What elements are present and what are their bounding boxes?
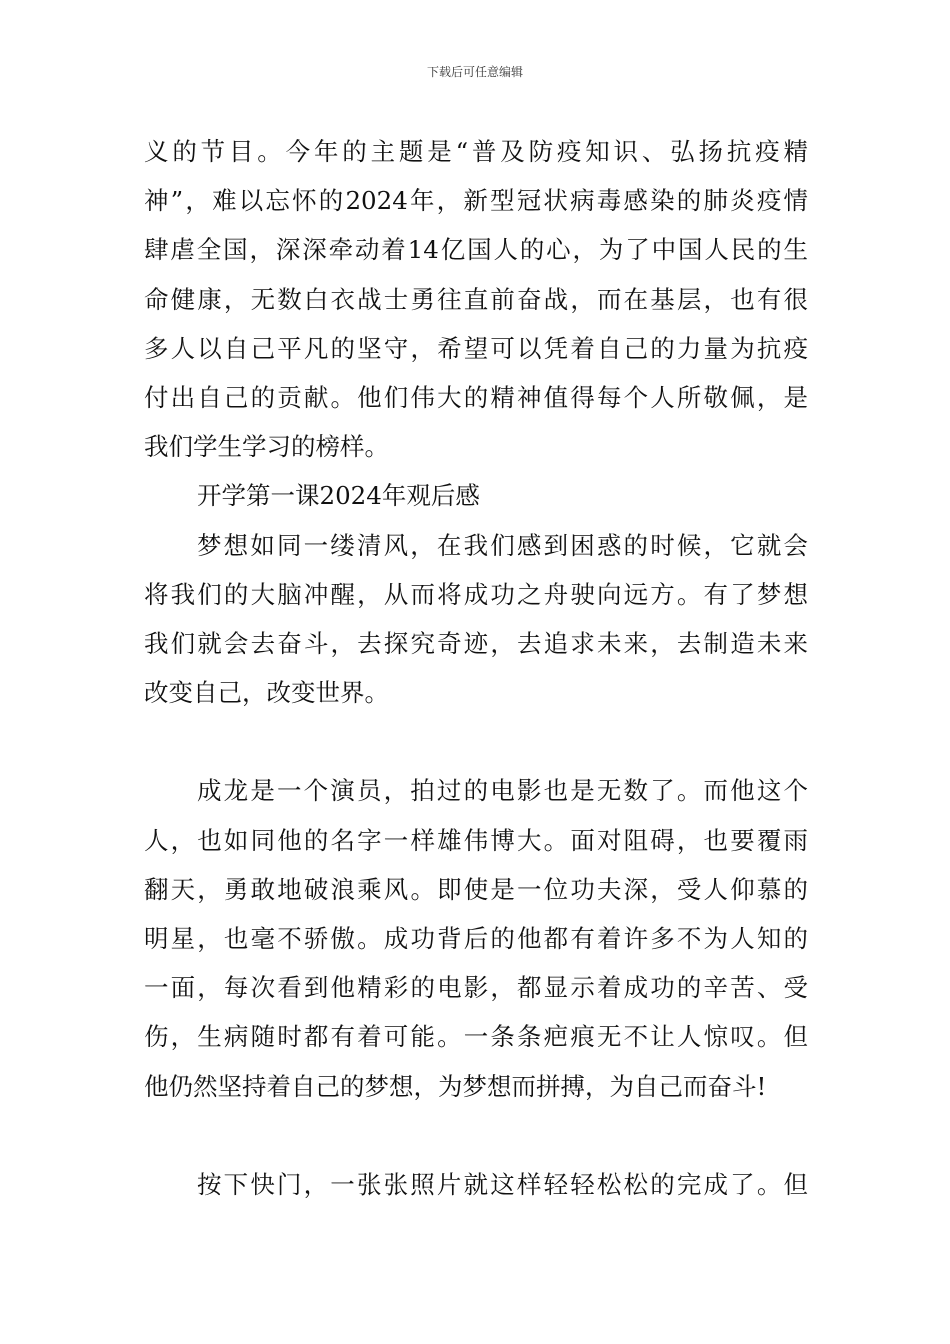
text-line: 一面，每次看到他精彩的电影，都显示着成功的辛苦、受	[144, 973, 808, 1003]
text-line: 义的节目。今年的主题是“普及防疫知识、弘扬抗疫精	[144, 137, 808, 166]
text-line: 我们学生学习的榜样。	[144, 432, 389, 462]
blank-line	[144, 717, 808, 766]
page-header-note: 下载后可任意编辑	[426, 65, 523, 79]
text-line: 付出自己的贡献。他们伟大的精神值得每个人所敬佩，是	[144, 382, 808, 412]
text-line: 翻天，勇敢地破浪乘风。即使是一位功夫深，受人仰慕的	[144, 874, 808, 904]
text-line: 梦想如同一缕清风，在我们感到困惑的时候，它就会	[197, 530, 808, 560]
text-line: 神”，难以忘怀的2024年，新型冠状病毒感染的肺炎疫情	[144, 186, 808, 216]
paragraph-camera	[144, 1160, 808, 1209]
text-line: 改变自己，改变世界。	[144, 678, 389, 708]
blank-line	[144, 1111, 808, 1160]
text-line: 人，也如同他的名字一样雄伟博大。面对阻碍，也要覆雨	[144, 825, 808, 855]
text-line: 成龙是一个演员，拍过的电影也是无数了。而他这个	[197, 776, 808, 806]
paragraph-theme	[144, 127, 808, 471]
text-line: 明星，也毫不骄傲。成功背后的他都有着许多不为人知的	[144, 924, 808, 953]
text-line: 多人以自己平凡的坚守，希望可以凭着自己的力量为抗疫	[144, 333, 808, 363]
paragraph-jackie-chan	[144, 766, 808, 1110]
text-line: 肆虐全国，深深牵动着14亿国人的心，为了中国人民的生	[144, 235, 808, 265]
document-body	[144, 127, 808, 1209]
section-heading: 开学第一课2024年观后感	[197, 481, 480, 511]
text-line: 他仍然坚持着自己的梦想，为梦想而拼搏，为自己而奋斗!	[144, 1071, 767, 1101]
text-line: 命健康，无数白衣战士勇往直前奋战，而在基层，也有很	[144, 284, 808, 314]
paragraph-dream	[144, 521, 808, 718]
text-line: 按下快门，一张张照片就这样轻轻松松的完成了。但	[197, 1169, 808, 1199]
text-line: 我们就会去奋斗，去探究奇迹，去追求未来，去制造未来	[144, 628, 808, 658]
text-line: 将我们的大脑冲醒，从而将成功之舟驶向远方。有了梦想	[144, 579, 808, 609]
text-line: 伤，生病随时都有着可能。一条条疤痕无不让人惊叹。但	[144, 1022, 808, 1052]
